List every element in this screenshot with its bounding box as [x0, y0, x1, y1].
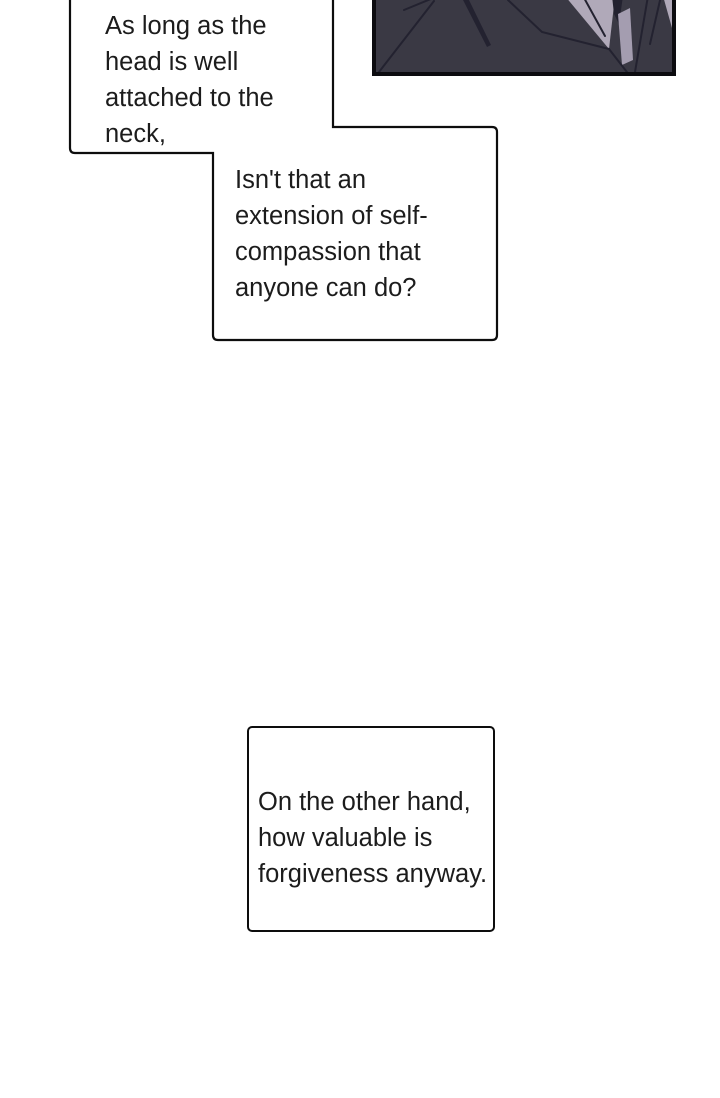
bubble-3-line-2: how valuable is [258, 824, 433, 852]
speech-bubble-2-text [235, 162, 428, 306]
bubble-1-line-1: As long as the [105, 12, 267, 40]
bubble-1-line-2: head is well [105, 48, 239, 76]
bubble-1-line-4: neck, [105, 120, 166, 148]
bubble-2-line-3: compassion that [235, 238, 421, 266]
speech-bubble-3-text [258, 784, 487, 892]
bubble-3-line-1: On the other hand, [258, 788, 471, 816]
bubble-3-line-3: forgiveness anyway. [258, 860, 488, 888]
bubble-2-line-2: extension of self- [235, 202, 428, 230]
illustration-panel [372, 0, 676, 76]
bubble-2-line-1: Isn't that an [235, 166, 367, 194]
bubble-1-line-3: attached to the [105, 84, 274, 112]
suit-illustration [376, 0, 672, 72]
speech-bubble-1-text [105, 8, 274, 152]
bubble-2-line-4: anyone can do? [235, 274, 417, 302]
